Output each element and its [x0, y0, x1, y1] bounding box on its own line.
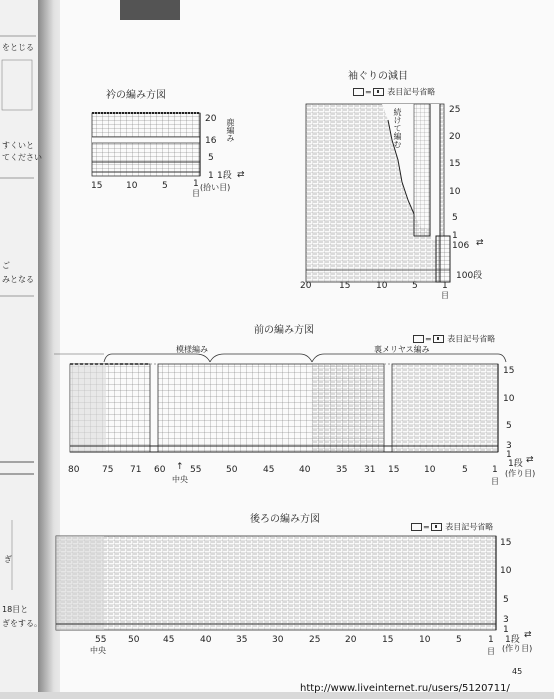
- page-number: 45: [512, 667, 523, 676]
- collar-vertical-label: 鹿編み: [226, 118, 235, 142]
- sleeve-legend: = 表目記号省略: [352, 88, 435, 97]
- sleeve-y-tick: 20: [449, 132, 461, 142]
- front-y-tick: 1: [506, 450, 512, 460]
- sleeve-y-tick: 5: [452, 213, 458, 223]
- front-center-label: 中央: [172, 475, 188, 484]
- front-chart-title: 前の編み方図: [254, 325, 314, 336]
- watermark-url: http://www.liveinternet.ru/users/5120711/: [300, 683, 510, 694]
- front-x-tick: 10: [424, 465, 436, 475]
- back-x-tick: 1: [488, 635, 494, 645]
- back-y-tick: 5: [503, 595, 509, 605]
- back-x-tick: 15: [382, 635, 394, 645]
- front-x-tick: 55: [190, 465, 202, 475]
- left-fragment-7: ぎをする。: [2, 619, 42, 628]
- sleeve-x-tick: 10: [376, 281, 388, 291]
- collar-x-tick: 1: [193, 179, 199, 189]
- front-legend: = 表目記号省略: [412, 335, 495, 344]
- collar-chart-title: 衿の編み方図: [106, 90, 166, 101]
- front-y-tick: 15: [503, 366, 515, 376]
- front-x-tick: 60: [154, 465, 166, 475]
- knit-symbol-icon: [431, 523, 442, 531]
- sleeve-x-tick: 15: [339, 281, 351, 291]
- left-fragment-1: をとじる: [2, 43, 34, 52]
- left-fragment-2: すくいと: [2, 141, 34, 150]
- front-section-label: 模様編み: [176, 345, 208, 354]
- arrows-icon: ⇄: [237, 170, 245, 180]
- collar-y-tick: 16: [205, 136, 217, 146]
- back-x-tick: 50: [128, 635, 140, 645]
- left-fragment-4: ご: [2, 261, 10, 270]
- back-y-tick: 3: [503, 615, 509, 625]
- sleeve-chart-grid: [306, 104, 450, 282]
- back-note: (作り目): [502, 644, 533, 653]
- sleeve-vertical-label: 続けて編む: [393, 108, 402, 148]
- back-y-tick: 15: [500, 538, 512, 548]
- knit-symbol-icon: [433, 335, 444, 343]
- back-x-tick: 30: [272, 635, 284, 645]
- collar-x-tick: 15: [91, 181, 103, 191]
- sleeve-x-tick: 1: [442, 281, 448, 291]
- front-x-tick: 15: [388, 465, 400, 475]
- front-row-marker: 1段: [508, 459, 523, 469]
- front-x-tick: 40: [299, 465, 311, 475]
- left-fragment-3: てください: [2, 153, 42, 162]
- front-x-tick: 45: [263, 465, 275, 475]
- arrows-icon: ⇄: [526, 455, 534, 465]
- back-center-label: 中央: [90, 646, 106, 655]
- front-y-tick: 10: [503, 394, 515, 404]
- front-y-tick: 3: [506, 441, 512, 451]
- up-arrow-icon: ↑: [176, 462, 184, 472]
- back-legend: = 表目記号省略: [410, 523, 493, 532]
- collar-y-tick: 1: [208, 171, 214, 181]
- front-x-tick: 71: [130, 465, 142, 475]
- front-chart-grid: [54, 354, 506, 452]
- plain-box-icon: [413, 335, 424, 343]
- sleeve-y-tick: 1: [452, 231, 458, 241]
- front-x-tick: 75: [102, 465, 114, 475]
- collar-x-tick: 10: [126, 181, 138, 191]
- sleeve-end-label: 目: [441, 291, 449, 300]
- front-x-tick: 5: [462, 465, 468, 475]
- back-chart-grid: [56, 536, 496, 630]
- left-fragment-5: みとなる: [2, 275, 34, 284]
- back-x-tick: 25: [309, 635, 321, 645]
- back-x-tick: 55: [95, 635, 107, 645]
- sleeve-chart-title: 袖ぐりの減目: [348, 71, 408, 82]
- front-y-tick: 5: [506, 421, 512, 431]
- sleeve-y-tick: 25: [449, 105, 461, 115]
- back-x-tick: 40: [200, 635, 212, 645]
- back-end-label: 目: [487, 647, 495, 656]
- knit-symbol-icon: [373, 88, 384, 96]
- collar-note: (拾い目): [200, 183, 231, 192]
- back-row-marker: 1段: [505, 635, 520, 645]
- collar-y-tick: 20: [205, 114, 217, 124]
- sleeve-x-tick: 5: [412, 281, 418, 291]
- sleeve-x-tick: 20: [300, 281, 312, 291]
- front-x-tick: 1: [492, 465, 498, 475]
- collar-chart-grid: [92, 113, 200, 176]
- back-x-tick: 10: [419, 635, 431, 645]
- back-chart-title: 後ろの編み方図: [250, 514, 320, 525]
- back-y-tick: 10: [500, 566, 512, 576]
- sleeve-y-tick: 100段: [456, 271, 483, 281]
- sleeve-y-tick: 10: [449, 187, 461, 197]
- arrows-icon: ⇄: [524, 630, 532, 640]
- back-x-tick: 35: [236, 635, 248, 645]
- front-section-label: 裏メリヤス編み: [374, 345, 430, 354]
- front-x-tick: 80: [68, 465, 80, 475]
- front-end-label: 目: [491, 477, 499, 486]
- collar-end-label: 目: [192, 189, 200, 198]
- back-x-tick: 20: [345, 635, 357, 645]
- front-note: (作り目): [505, 469, 536, 478]
- front-x-tick: 50: [226, 465, 238, 475]
- back-y-tick: 1: [503, 625, 509, 635]
- sleeve-y-tick: 106: [452, 241, 470, 251]
- collar-y-tick: 5: [208, 153, 214, 163]
- scan-clip: [120, 0, 180, 20]
- back-x-tick: 45: [163, 635, 175, 645]
- collar-x-tick: 5: [162, 181, 168, 191]
- front-x-tick: 31: [364, 465, 376, 475]
- left-fragment-8: ぎ: [4, 555, 12, 564]
- back-x-tick: 5: [456, 635, 462, 645]
- front-x-tick: 35: [336, 465, 348, 475]
- left-fragment-6: 18目と: [2, 605, 29, 614]
- sleeve-y-tick: 15: [449, 159, 461, 169]
- arrows-icon: ⇄: [476, 238, 484, 248]
- collar-row-marker: 1段: [217, 171, 232, 181]
- plain-box-icon: [353, 88, 364, 96]
- plain-box-icon: [411, 523, 422, 531]
